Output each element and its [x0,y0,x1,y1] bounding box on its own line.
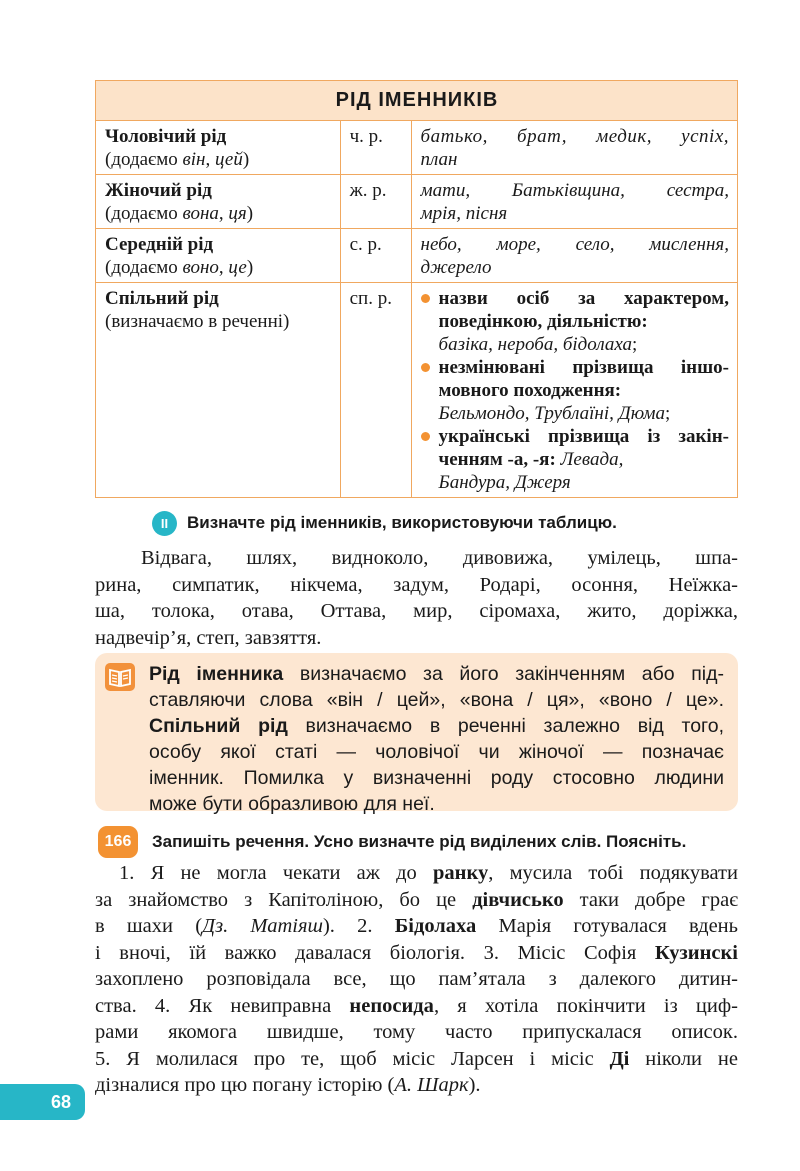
rule-text: Рід іменника визначаємо за його закінченням або під- ставляючи слова «він / цей», «вона / ця», «воно / це». Спільний рід визначаємо в реченні залежно від того, особу якої статі — чоловічої чи жіночої — позначає іменник. Помилка у визначенні роду стосовно людини може бути образливою для неї. [149,663,724,815]
examples-cell [411,283,737,498]
exercise-text: 1. Я не могла чекати аж до ранку, мусила тобі подякувати за знайомство з Капітоліною, бо це дівчисько таки добре грає в шахи (Дз. Матіяш). 2. Бідолаха Марія готувалася вдень і вночі, їй важко давалася біологія. 3. Місіс Софія Кузинскі захоплено розповідала все, що пам’ятала з далекого дитин- ства. 4. Як невиправна непосида, я хотіла покінчити із циф- рами якомога швидше, тому часто припускалася описок. 5. Я молилася про те, щоб місіс Ларсен і місіс Ді ніколи не дізналися про цю погану історію (А. Шарк). [95,862,738,1096]
table-row [96,121,738,175]
bullet-icon [421,432,430,441]
gender-abbr: ж. р. [340,175,411,229]
examples-cell: небо, море, село, мислення, джерело [411,229,737,283]
gender-abbr: с. р. [340,229,411,283]
table-title: РІД ІМЕННИКІВ [96,81,738,121]
table-row [96,175,738,229]
bullet-icon [421,294,430,303]
list-item: незмінювані прізвища іншо- мовного походження: Бельмондо, Трублаїні, Дюма; [421,356,729,425]
table-row [96,283,738,498]
task-number-badge: 166 [98,826,138,858]
examples-cell: мати, Батьківщина, сестра, мрія, пісня [411,175,737,229]
book-icon [105,663,135,691]
task-title: Запишіть речення. Усно визначте рід виділених слів. Поясніть. [152,832,687,851]
gender-cell: Спільний рід (визначаємо в реченні) [96,283,341,498]
task-heading [98,826,686,858]
list-item: назви осіб за характером, поведінкою, діяльністю: базіка, нероба, бідолаха; [421,287,729,356]
table-row [96,229,738,283]
gender-cell: Середній рід (додаємо воно, це) [96,229,341,283]
gender-name: Чоловічий рід [105,126,227,147]
noun-gender-table [95,80,738,498]
list-item: українські прізвища із закін- ченням -а, -я: Левада, Бандура, Джеря [421,425,729,494]
exercise-text: Відвага, шлях, видноколо, дивовижа, умілець, шпа- рина, симпатик, нікчема, задум, Родарі, осоння, Неїжка- ша, толока, отава, Оттава, мир, сіромаха, жито, доріжка, надвечір’я, степ, завзяття. [95,547,738,649]
examples-cell: батько, брат, медик, успіх, план [411,121,737,175]
gender-cell: Чоловічий рід (додаємо він, цей) [96,121,341,175]
task-heading [152,510,617,536]
bullet-icon [421,363,430,372]
task-badge: II [152,511,177,536]
gender-abbr: сп. р. [340,283,411,498]
page-number: 68 [0,1084,85,1120]
gender-name: Жіночий рід [105,180,212,201]
gender-name: Спільний рід [105,288,219,309]
task-title: Визначте рід іменників, використовуючи таблицю. [187,513,617,532]
gender-abbr: ч. р. [340,121,411,175]
gender-name: Середній рід [105,234,214,255]
gender-cell: Жіночий рід (додаємо вона, ця) [96,175,341,229]
rule-box [95,653,738,815]
